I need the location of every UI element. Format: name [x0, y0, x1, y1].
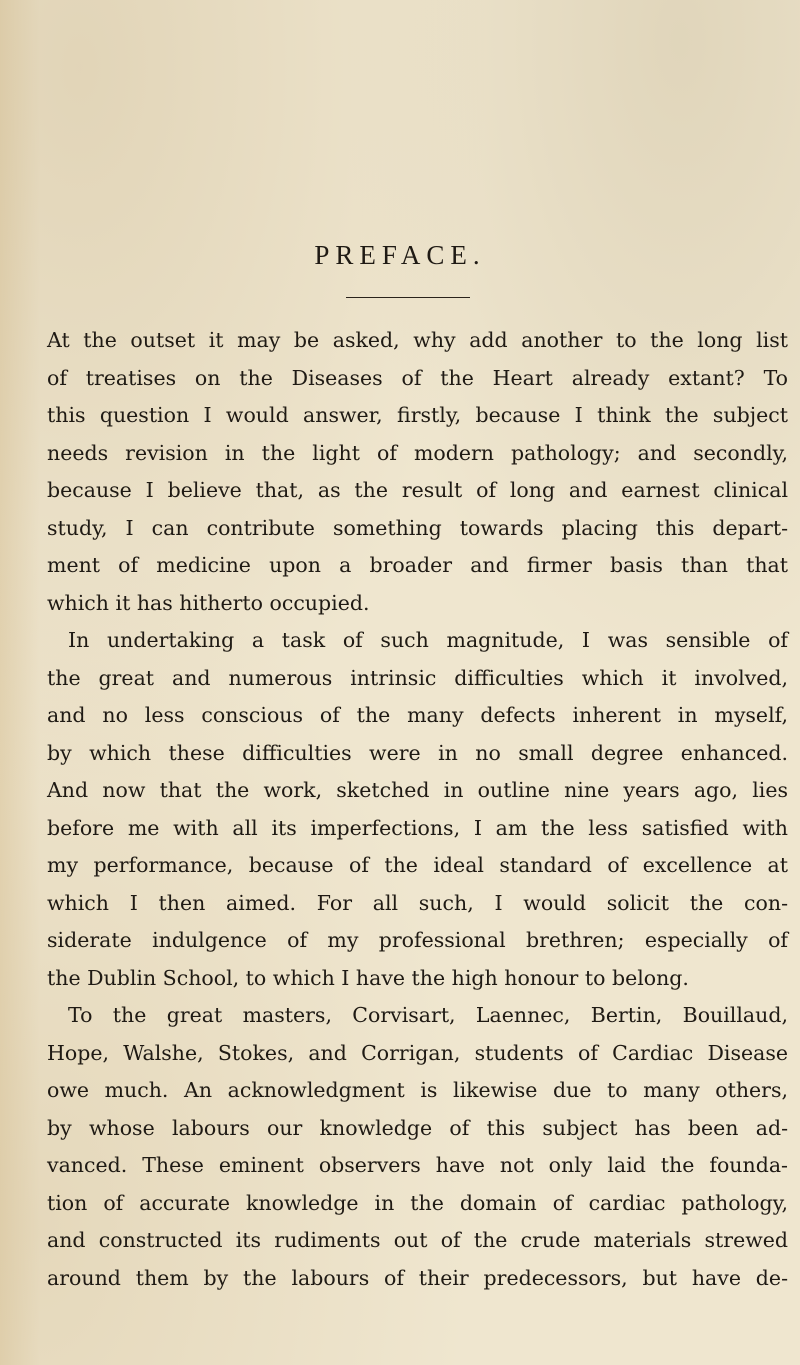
text-line: the great and numerous intrinsic difficulties which it involved,: [47, 665, 788, 690]
page-title: PREFACE.: [314, 240, 486, 270]
text-line: To the great masters, Corvisart, Laennec, Bertin, Bouillaud,: [68, 1003, 788, 1027]
text-line: At the outset it may be asked, why add another to the long list: [47, 328, 788, 352]
text-line: before me with all its imperfections, I am the less satisfied with: [47, 815, 788, 840]
text-line: this question I would answer, firstly, because I think the subject: [47, 403, 788, 427]
text-line: of treatises on the Diseases of the Heart already extant? To: [47, 365, 788, 390]
preface-body: [47, 322, 788, 1297]
text-line: which I then aimed. For all such, I would solicit the con-: [47, 890, 788, 915]
text-line: tion of accurate knowledge in the domain of cardiac pathology,: [47, 1190, 788, 1215]
text-line: by whose labours our knowledge of this subject has been ad-: [47, 1115, 788, 1140]
text-line: the Dublin School, to which I have the high honour to belong.: [47, 965, 689, 990]
text-line: ment of medicine upon a broader and firmer basis than that: [47, 553, 788, 577]
title-divider: [346, 297, 470, 298]
text-line: and constructed its rudiments out of the crude materials strewed: [47, 1228, 788, 1252]
text-line: needs revision in the light of modern pathology; and secondly,: [47, 440, 788, 465]
text-line: by which these difficulties were in no small degree enhanced.: [47, 740, 788, 765]
text-line: siderate indulgence of my professional brethren; especially of: [47, 928, 788, 952]
text-line: around them by the labours of their predecessors, but have de-: [47, 1265, 788, 1290]
text-line: owe much. An acknowledgment is likewise due to many others,: [47, 1078, 788, 1102]
text-line: which it has hitherto occupied.: [47, 590, 370, 615]
text-line: my performance, because of the ideal standard of excellence at: [47, 853, 788, 877]
text-line: And now that the work, sketched in outline nine years ago, lies: [47, 778, 788, 802]
text-line: and no less conscious of the many defects inherent in myself,: [47, 703, 788, 727]
text-line: Hope, Walshe, Stokes, and Corrigan, students of Cardiac Disease: [47, 1040, 788, 1065]
text-line: vanced. These eminent observers have not only laid the founda-: [47, 1153, 788, 1177]
text-line: study, I can contribute something towards placing this depart-: [47, 515, 788, 540]
text-line: because I believe that, as the result of long and earnest clinical: [47, 478, 788, 502]
text-line: In undertaking a task of such magnitude, I was sensible of: [68, 628, 788, 652]
